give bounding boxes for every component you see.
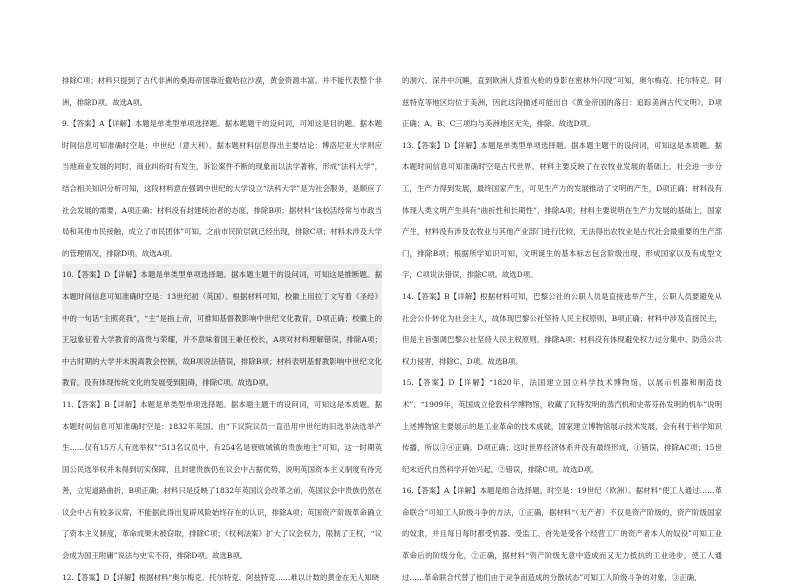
answer-13: 13.【答案】D【详解】本题是单类型单项选择题。据本题主题干的设问词，可知这是本质题。据本题时间信息可知准确时空是古代世界。材料主要反映了在农牧业发展的基础上，社会进一步分工，生产力得到发展，最终国家产生，可见生产力的发展推动了文明的产生，D项正确；材料没有体现人类文明产生具有“曲折性和长期性”，排除A项；材料主要说明在生产力发展的基础上，国家产生，材料没有涉及农牧业与其他产业部门进行比较，无法得出农牧业是古代社会最重要的生产部门，排除B项；根据所学知识可知，文明诞生的基本标志包含阶级出现、形成国家以及有成型文字，C项说法错误，排除C项。故选D项。 xyxy=(402,140,722,280)
answer-12: 12.【答案】D【详解】根据材料“奥尔梅克、托尔特克、阿兹特克……难以计数的黄金在无人知晓 xyxy=(62,572,380,582)
right-column xyxy=(402,70,722,588)
answer-continuation-8: 排除C项；材料只提到了古代非洲的桑海帝国靠近撒哈拉沙漠，黄金资源丰富，并不能代表整个非洲，排除D项。故选A项。 xyxy=(62,76,382,107)
answer-continuation-12: 的洞穴、深井中沉睡，直到欧洲人背着火枪的身影在密林外闪现”可知，奥尔梅克、托尔特克、阿兹特克等地区均位于美洲，因此这段描述可能出自《黄金帝国的落日：追踪美洲古代文明》，D项正确；A、B、C三项均与美洲地区无关，排除。故选D项。 xyxy=(402,76,722,129)
answer-14: 14.【答案】B【详解】根据材料可知，巴黎公社的公职人员是直接选举产生，公职人员要避免从社会公仆转化为社会主人，故体现巴黎公社坚持人民主权原则，B项正确；材料中涉及直接民主，但是主旨强调巴黎公社坚持人民主权原则，排除A项；材料没有体现避免权力过分集中、防范公共权力侵害，排除C、D项。故选B项。 xyxy=(402,291,722,366)
answer-9: 9.【答案】A【详解】本题是单类型单项选择题。据本题题干的设问词，可知这是目的题。据本题时间信息可知准确时空是：中世纪（意大利）。据本题材料信息得出主要结论：博洛尼亚大学则应当地商业发展的同时，商业纠纷时有发生，诉讼案件不断的现象而以法学著称，形成“法科大学”，结合相关知识分析可知，这段材料意在强调中世纪的大学设立“法科大学”是为社会服务，是顺应了社会发展的需要，A项正确；材料没有封建统治者的态度，排除B项；据材料“该校活经常与市政当局和其他市民接触，成立了市民团体”可知，之前市民阶层就已经出现，排除C项；材料未涉及大学的管理情况，排除D项。故选A项。 xyxy=(62,119,382,258)
answer-15: 15.【答案】D【详解】“1820年，法国建立国立科学技术博物馆，以展示机器和制造技术”、“1909年，英国成立伦敦科学博物馆，收藏了瓦特发明的蒸汽机和史蒂芬孙发明的机车”说明上述博物馆主要展示的是工业革命的技术成就，国家建立博物馆展示技术发展，会有利于科学知识传播，所以③④正确，D项正确；这时世界经济体系并没有最终形成，①错误，排除AC项；15世纪末近代自然科学开始兴起，②错误，排除C项。故选D项。 xyxy=(402,378,722,474)
answer-10: 10.【答案】D【详解】本题是单类型单项选择题。据本题主题干的设问词，可知这是推断题。据本题时间信息可知准确时空是：13世纪初（英国）。根据材料可知，校徽上用拉丁文写着《圣经》中的一句话“主照亮我”，“主”是指上帝，可推知基督教影响中世纪文化教育，D项正确；校徽上的王冠象征着大学教育的高贵与荣耀，并不意味着国王兼任校长，A项对材料理解错误，排除A项；中古时期的大学并未脱离教会控制，故B项说法错误，排除B项；材料表明基督教影响中世纪文化教育，没有体现传统文化的发展受到阻碍，排除C项。故选D项。 xyxy=(62,264,382,394)
left-column xyxy=(62,70,382,588)
answer-16: 16.【答案】A【详解】本题是组合选择题。时空是：19世纪（欧洲）。据材料“使工人通过……革命联合”可知工人阶级斗争的方法，①正确，据材料“（无产者）不仅是资产阶级的、资产阶级国家的奴隶，并且每日每时都受机器、受监工、首先是受各个经营工厂的资产者本人的奴役”可知工业革命后的阶级分化，②正确，据材料“资产阶级无意中造成而又无力抵抗的工业进步，使工人通过……革命联合代替了他们由于竞争而造成的分散状态”可知工人阶级斗争的对象，③正确， xyxy=(402,486,722,582)
answer-11: 11.【答案】B【详解】本题是单类型单项选择题。据本题主题干的设问词，可知这是本质题。据本题时间信息可知准确时空是：1832年英国。由“下议院议员一直沿用中世纪的旧选举法选举产生……仅有15万人有选举权”“513名议员中，有254名是衰败城镇的贵族地主”可知，这一时期英国公民选举权并未得到切实保障，且封建贵族仍在议会中占据优势，说明英国资本主义制度有待完善，立宪道路曲折，B项正确；材料只是反映了1832年英国议会改革之前，英国议会中贵族仍然在议会中占有较多议席，不能据此得出复辟风险始终存在的认识，排除A项；英国资产阶级革命确立了资本主义制度，革命成果未被窃取，排除C项；《权利法案》扩大了议会权力，限制了王权，“议会成为国王附庸”说法与史实不符，排除D项。故选B项。 xyxy=(62,399,382,561)
